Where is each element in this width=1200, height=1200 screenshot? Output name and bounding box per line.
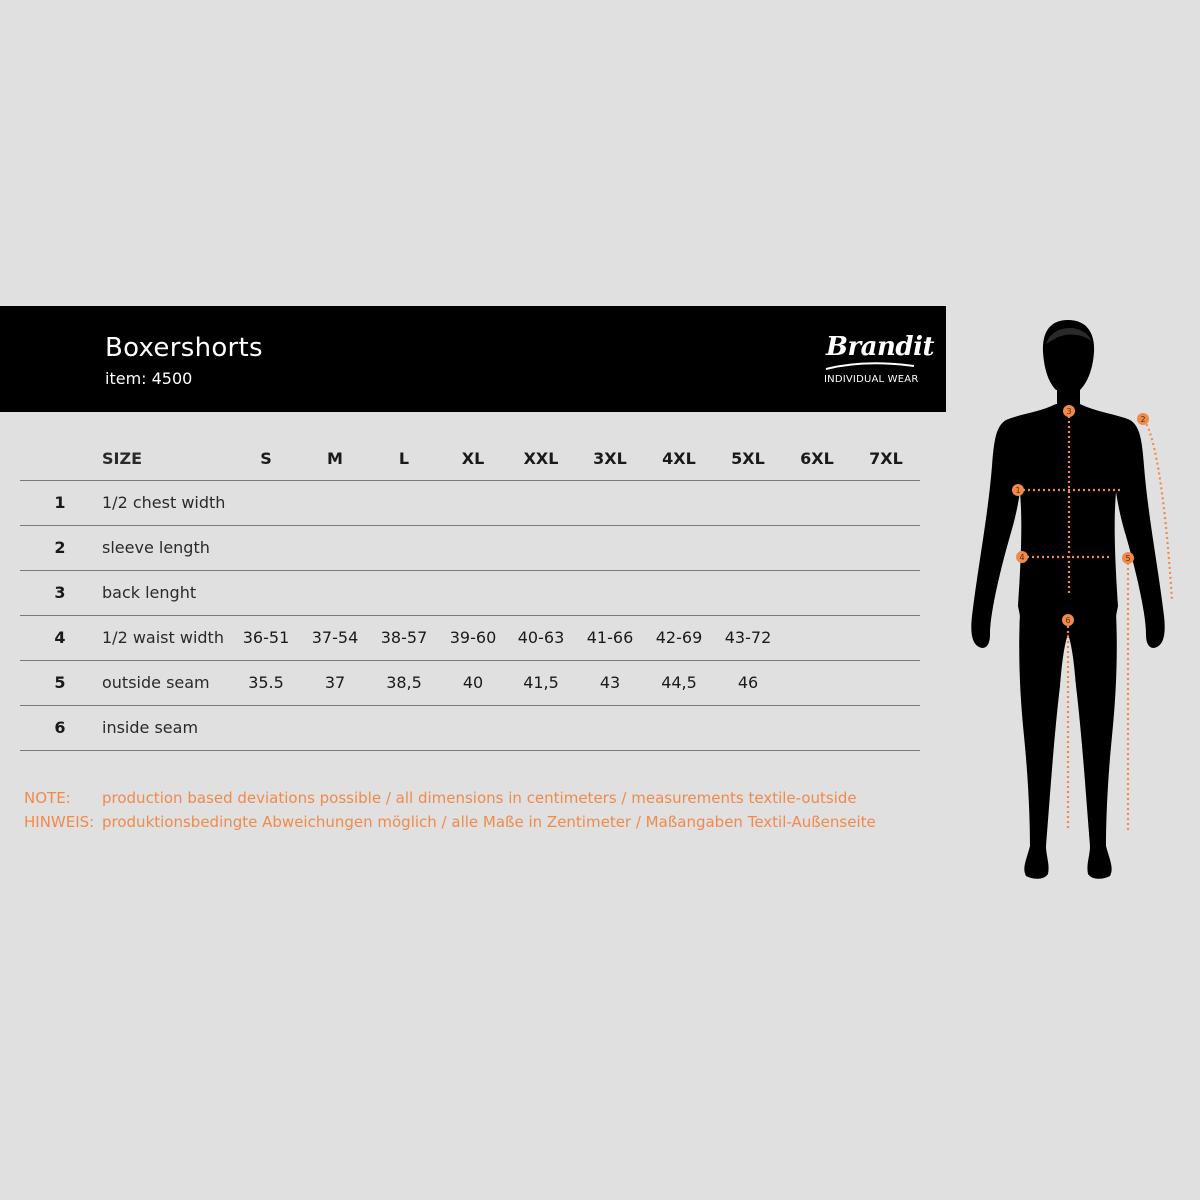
table-cell [580, 481, 640, 525]
table-cell [511, 706, 571, 750]
size-col-header: 5XL [731, 449, 765, 468]
row-label: 1/2 chest width [102, 493, 226, 512]
note-key: HINWEIS: [24, 813, 95, 831]
table-cell [374, 571, 434, 615]
table-cell [305, 481, 365, 525]
size-col-header: M [327, 449, 343, 468]
table-cell [236, 526, 296, 570]
table-cell: 44,5 [661, 673, 697, 692]
table-row [20, 526, 920, 571]
table-cell: 35.5 [248, 673, 284, 692]
size-col-header: 6XL [800, 449, 834, 468]
table-cell [236, 481, 296, 525]
table-cell: 38-57 [380, 628, 428, 647]
header-bar [0, 306, 946, 412]
table-row [20, 571, 920, 616]
table-cell [236, 706, 296, 750]
row-number: 5 [54, 673, 66, 692]
brand-logo-script: Brandit [826, 332, 934, 362]
table-cell [856, 571, 916, 615]
table-cell: 41-66 [586, 628, 634, 647]
table-cell [787, 481, 847, 525]
table-cell [718, 526, 778, 570]
size-col-header: XL [461, 449, 485, 468]
row-number: 2 [54, 538, 66, 557]
marker-5-label: 5 [1125, 554, 1131, 563]
size-col-header: 4XL [662, 449, 696, 468]
size-header: SIZE [102, 449, 143, 468]
size-col-header: L [398, 449, 410, 468]
table-cell: 38,5 [386, 673, 422, 692]
row-label: outside seam [102, 673, 210, 692]
note-text: production based deviations possible / all dimensions in centimeters / measurements textile-outside [102, 789, 857, 807]
table-cell [443, 571, 503, 615]
marker-3-label: 3 [1066, 407, 1072, 416]
table-row [20, 661, 920, 706]
table-cell: 37-54 [311, 628, 359, 647]
table-cell: 43-72 [724, 628, 772, 647]
table-cell: 36-51 [242, 628, 290, 647]
table-cell: 40-63 [517, 628, 565, 647]
table-cell [511, 526, 571, 570]
table-cell [649, 481, 709, 525]
table-cell [580, 526, 640, 570]
table-cell [511, 481, 571, 525]
table-row [20, 481, 920, 526]
logo-swoosh-icon [824, 360, 916, 372]
marker-4-label: 4 [1019, 553, 1025, 562]
table-cell [305, 526, 365, 570]
table-cell [443, 526, 503, 570]
table-cell [649, 526, 709, 570]
size-col-header: XXL [523, 449, 559, 468]
note-text: produktionsbedingte Abweichungen möglich / alle Maße in Zentimeter / Maßangaben Textil-Außenseite [102, 813, 876, 831]
size-col-header: S [260, 449, 272, 468]
table-cell [374, 481, 434, 525]
size-table [20, 437, 920, 751]
table-cell: 40 [462, 673, 484, 692]
table-cell [718, 706, 778, 750]
table-cell [580, 571, 640, 615]
table-cell: 37 [324, 673, 346, 692]
marker-6-label: 6 [1065, 616, 1071, 625]
table-cell [511, 571, 571, 615]
marker-1-label: 1 [1015, 486, 1021, 495]
table-row [20, 616, 920, 661]
table-cell [374, 526, 434, 570]
table-cell [787, 706, 847, 750]
table-cell [856, 616, 916, 660]
table-cell [236, 571, 296, 615]
item-number: item: 4500 [105, 369, 193, 388]
product-title: Boxershorts [105, 333, 263, 363]
table-header-row [20, 437, 920, 481]
table-cell [787, 571, 847, 615]
size-col-header: 7XL [869, 449, 903, 468]
size-col-header: 3XL [593, 449, 627, 468]
table-cell [856, 706, 916, 750]
row-number: 1 [54, 493, 66, 512]
table-cell: 46 [737, 673, 759, 692]
row-number: 3 [54, 583, 66, 602]
marker-2-label: 2 [1140, 415, 1146, 424]
table-cell [305, 571, 365, 615]
table-cell [856, 661, 916, 705]
table-cell [443, 706, 503, 750]
table-cell [856, 526, 916, 570]
row-number: 4 [54, 628, 66, 647]
brand-logo [820, 332, 934, 392]
table-cell [580, 706, 640, 750]
silhouette-icon [971, 320, 1164, 879]
table-cell [374, 706, 434, 750]
table-cell [443, 481, 503, 525]
table-cell [787, 661, 847, 705]
table-cell [856, 481, 916, 525]
table-cell [649, 706, 709, 750]
table-cell [718, 571, 778, 615]
row-label: 1/2 waist width [102, 628, 224, 647]
row-label: back lenght [102, 583, 197, 602]
table-cell: 41,5 [523, 673, 559, 692]
table-cell: 43 [599, 673, 621, 692]
row-label: sleeve length [102, 538, 210, 557]
table-cell [718, 481, 778, 525]
table-cell [305, 706, 365, 750]
row-label: inside seam [102, 718, 199, 737]
table-cell: 42-69 [655, 628, 703, 647]
note-key: NOTE: [24, 789, 71, 807]
row-number: 6 [54, 718, 66, 737]
brand-subtitle: INDIVIDUAL WEAR [824, 374, 919, 385]
table-cell [787, 526, 847, 570]
body-silhouette-figure [960, 316, 1190, 896]
table-row [20, 706, 920, 751]
table-cell: 39-60 [449, 628, 497, 647]
table-cell [649, 571, 709, 615]
table-cell [787, 616, 847, 660]
